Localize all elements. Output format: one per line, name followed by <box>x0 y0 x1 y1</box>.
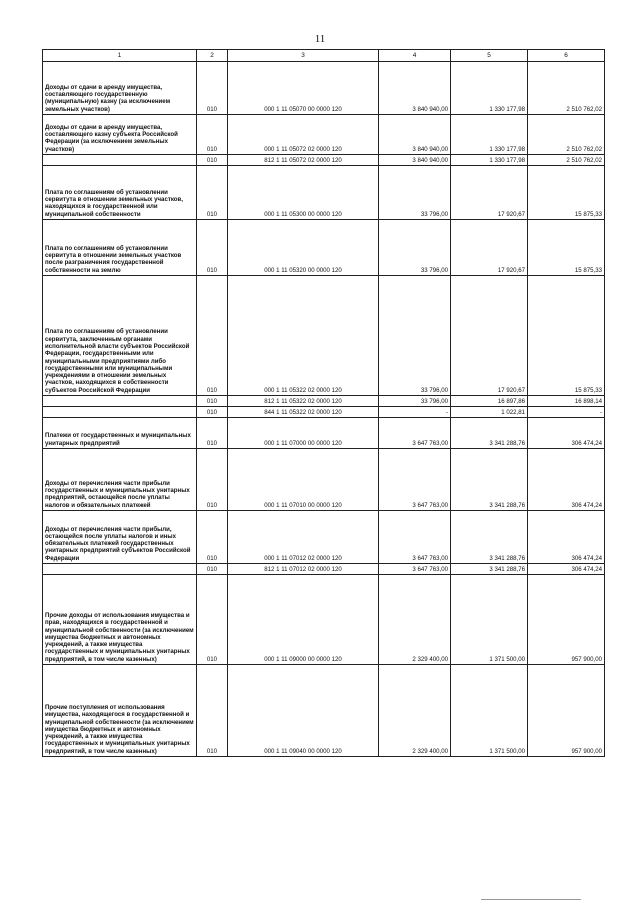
income-name-cell: Плата по соглашениям об установлении сервитута в отношении земельных участков после разграничения государственной собственности на землю <box>43 220 197 276</box>
executed-amount-cell: 1 371 500,00 <box>451 665 528 757</box>
line-code-cell: 010 <box>197 575 228 665</box>
line-code-cell: 010 <box>197 665 228 757</box>
approved-amount-cell: 3 647 763,00 <box>379 449 451 511</box>
approved-amount-cell: 3 840 940,00 <box>379 155 451 166</box>
budget-code-cell: 000 1 11 05300 00 0000 120 <box>228 166 379 220</box>
table-row <box>43 511 605 564</box>
unexecuted-amount-cell: 957 900,00 <box>528 665 605 757</box>
budget-code-cell: 812 1 11 05322 02 0000 120 <box>228 396 379 407</box>
income-name-cell: Плата по соглашениям об установлении сервитута, заключенным органами исполнительной власти субъектов Российской Федерации, государственными или муниципальными предприятиями либо государственными или муниципальными учреждениями в отношении земельных участков, находящихся в собственности субъектов Российской Федерации <box>43 276 197 396</box>
budget-code-cell: 812 1 11 07012 02 0000 120 <box>228 564 379 575</box>
executed-amount-cell: 1 330 177,98 <box>451 155 528 166</box>
income-name-cell <box>43 407 197 418</box>
executed-amount-cell: 17 920,67 <box>451 276 528 396</box>
executed-amount-cell: 3 341 288,76 <box>451 418 528 449</box>
approved-amount-cell: 3 647 763,00 <box>379 564 451 575</box>
income-name-cell: Доходы от перечисления части прибыли, остающейся после уплаты налогов и иных обязательных платежей государственных унитарных предприятий субъектов Российской Федерации <box>43 511 197 564</box>
unexecuted-amount-cell: 2 510 762,02 <box>528 62 605 115</box>
budget-code-cell: 000 1 11 09000 00 0000 120 <box>228 575 379 665</box>
column-header: 1 <box>43 50 197 62</box>
unexecuted-amount-cell: 15 875,33 <box>528 220 605 276</box>
unexecuted-amount-cell: - <box>528 407 605 418</box>
line-code-cell: 010 <box>197 155 228 166</box>
revenue-table <box>42 49 605 757</box>
approved-amount-cell: - <box>379 407 451 418</box>
line-code-cell: 010 <box>197 564 228 575</box>
executed-amount-cell: 3 341 288,76 <box>451 511 528 564</box>
executed-amount-cell: 1 330 177,98 <box>451 115 528 155</box>
approved-amount-cell: 3 647 763,00 <box>379 418 451 449</box>
line-code-cell: 010 <box>197 276 228 396</box>
line-code-cell: 010 <box>197 62 228 115</box>
table-row <box>43 396 605 407</box>
column-header: 5 <box>451 50 528 62</box>
line-code-cell: 010 <box>197 511 228 564</box>
approved-amount-cell: 33 796,00 <box>379 396 451 407</box>
line-code-cell: 010 <box>197 449 228 511</box>
budget-code-cell: 000 1 11 07012 02 0000 120 <box>228 511 379 564</box>
column-header: 6 <box>528 50 605 62</box>
unexecuted-amount-cell: 15 875,33 <box>528 276 605 396</box>
column-header: 4 <box>379 50 451 62</box>
column-header: 3 <box>228 50 379 62</box>
approved-amount-cell: 3 840 940,00 <box>379 115 451 155</box>
income-name-cell: Доходы от перечисления части прибыли государственных и муниципальных унитарных предприятий, остающейся после уплаты налогов и обязательных платежей <box>43 449 197 511</box>
table-row <box>43 155 605 166</box>
table-row <box>43 276 605 396</box>
income-name-cell: Прочие поступления от использования имущества, находящегося в государственной и муниципальной собственности (за исключением имущества бюджетных и автономных учреждений, а также имущества государственных и муниципальных унитарных предприятий, в том числе казенных) <box>43 665 197 757</box>
line-code-cell: 010 <box>197 396 228 407</box>
budget-code-cell: 812 1 11 05072 02 0000 120 <box>228 155 379 166</box>
table-row <box>43 115 605 155</box>
approved-amount-cell: 33 796,00 <box>379 220 451 276</box>
executed-amount-cell: 16 897,86 <box>451 396 528 407</box>
unexecuted-amount-cell: 306 474,24 <box>528 511 605 564</box>
income-name-cell: Плата по соглашениям об установлении сервитута в отношении земельных участков, находящихся в государственной или муниципальной собственности <box>43 166 197 220</box>
budget-code-cell: 000 1 11 05072 02 0000 120 <box>228 115 379 155</box>
income-name-cell <box>43 564 197 575</box>
budget-code-cell: 000 1 11 05320 00 0000 120 <box>228 220 379 276</box>
budget-code-cell: 000 1 11 09040 00 0000 120 <box>228 665 379 757</box>
budget-code-cell: 000 1 11 07010 00 0000 120 <box>228 449 379 511</box>
column-number-row <box>43 50 605 62</box>
unexecuted-amount-cell: 2 510 762,02 <box>528 155 605 166</box>
table-row <box>43 407 605 418</box>
budget-code-cell: 000 1 11 05322 02 0000 120 <box>228 276 379 396</box>
table-row <box>43 220 605 276</box>
table-row <box>43 665 605 757</box>
line-code-cell: 010 <box>197 418 228 449</box>
approved-amount-cell: 3 647 763,00 <box>379 511 451 564</box>
line-code-cell: 010 <box>197 407 228 418</box>
budget-code-cell: 000 1 11 05070 00 0000 120 <box>228 62 379 115</box>
executed-amount-cell: 3 341 288,76 <box>451 449 528 511</box>
executed-amount-cell: 3 341 288,76 <box>451 564 528 575</box>
approved-amount-cell: 33 796,00 <box>379 276 451 396</box>
unexecuted-amount-cell: 957 900,00 <box>528 575 605 665</box>
table-row <box>43 166 605 220</box>
line-code-cell: 010 <box>197 166 228 220</box>
executed-amount-cell: 17 920,67 <box>451 220 528 276</box>
income-name-cell <box>43 396 197 407</box>
income-name-cell: Платежи от государственных и муниципальных унитарных предприятий <box>43 418 197 449</box>
unexecuted-amount-cell: 2 510 762,02 <box>528 115 605 155</box>
executed-amount-cell: 1 371 500,00 <box>451 575 528 665</box>
table-row <box>43 449 605 511</box>
unexecuted-amount-cell: 16 898,14 <box>528 396 605 407</box>
executed-amount-cell: 17 920,67 <box>451 166 528 220</box>
approved-amount-cell: 3 840 940,00 <box>379 62 451 115</box>
executed-amount-cell: 1 330 177,98 <box>451 62 528 115</box>
line-code-cell: 010 <box>197 220 228 276</box>
unexecuted-amount-cell: 306 474,24 <box>528 564 605 575</box>
approved-amount-cell: 33 796,00 <box>379 166 451 220</box>
approved-amount-cell: 2 329 400,00 <box>379 575 451 665</box>
approved-amount-cell: 2 329 400,00 <box>379 665 451 757</box>
unexecuted-amount-cell: 15 875,33 <box>528 166 605 220</box>
unexecuted-amount-cell: 306 474,24 <box>528 418 605 449</box>
income-name-cell <box>43 155 197 166</box>
table-row <box>43 575 605 665</box>
income-name-cell: Прочие доходы от использования имущества и прав, находящихся в государственной и муниципальной собственности (за исключением имущества бюджетных и автономных учреждений, а также имущества государственных и муниципальных унитарных предприятий, в том числе казенных) <box>43 575 197 665</box>
page-number: 11 <box>314 33 326 45</box>
line-code-cell: 010 <box>197 115 228 155</box>
budget-code-cell: 844 1 11 05322 02 0000 120 <box>228 407 379 418</box>
income-name-cell: Доходы от сдачи в аренду имущества, составляющего государственную (муниципальную) казну (за исключением земельных участков) <box>43 62 197 115</box>
executed-amount-cell: 1 022,81 <box>451 407 528 418</box>
budget-code-cell: 000 1 11 07000 00 0000 120 <box>228 418 379 449</box>
column-header: 2 <box>197 50 228 62</box>
table-row <box>43 418 605 449</box>
footer-rule <box>481 899 581 900</box>
income-name-cell: Доходы от сдачи в аренду имущества, составляющего казну субъекта Российской Федерации (за исключением земельных участков) <box>43 115 197 155</box>
table-row <box>43 564 605 575</box>
unexecuted-amount-cell: 306 474,24 <box>528 449 605 511</box>
table-row <box>43 62 605 115</box>
